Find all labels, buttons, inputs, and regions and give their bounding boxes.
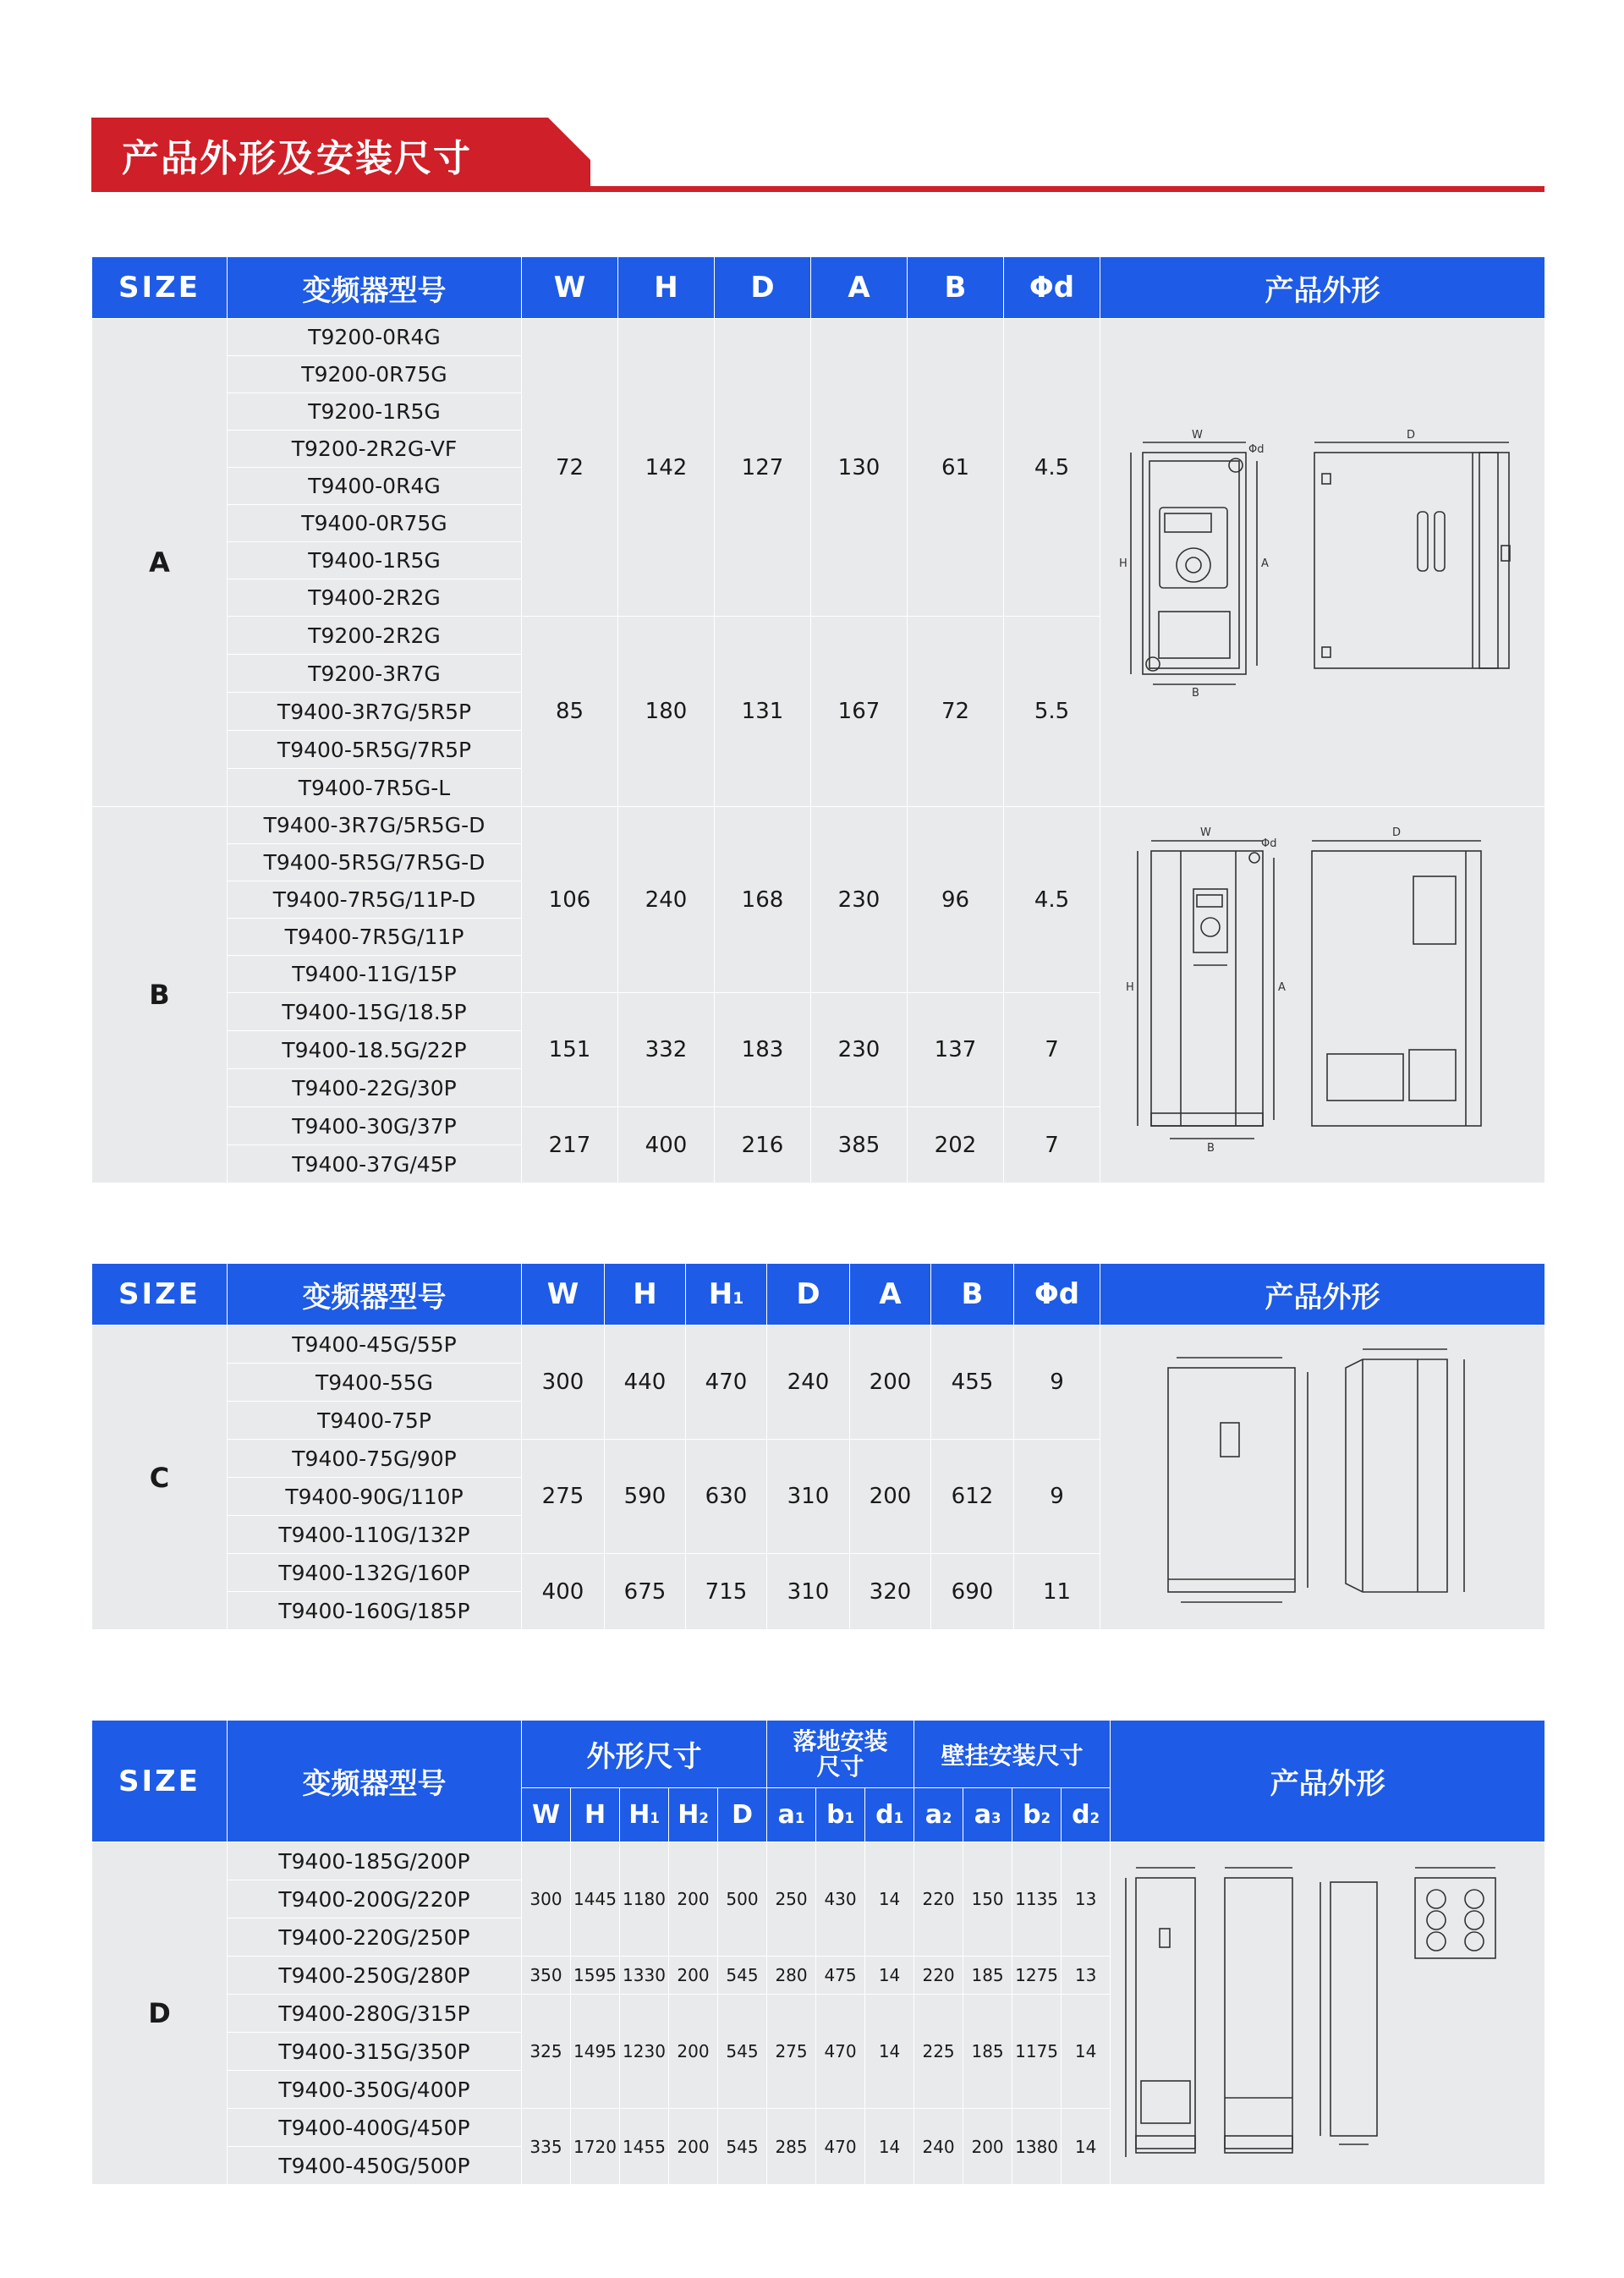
value-phid: 9: [1014, 1440, 1100, 1554]
value-h1: 470: [686, 1326, 767, 1440]
model-cell: T9400-5R5G/7R5G-D: [228, 844, 522, 881]
model-cell: T9400-2R2G: [228, 579, 522, 617]
model-cell: T9400-11G/15P: [228, 956, 522, 993]
value-w: 72: [522, 319, 618, 617]
col-h: H: [618, 257, 715, 319]
col-size: SIZE: [92, 1264, 228, 1326]
value-phid: 5.5: [1004, 617, 1100, 807]
value-phid: 11: [1014, 1554, 1100, 1630]
value-cell: 1175: [1012, 1995, 1062, 2109]
dim-label: A: [1261, 557, 1269, 570]
value-w: 275: [522, 1440, 605, 1554]
value-cell: 14: [865, 1842, 914, 1957]
drawing-size-b-svg: [1100, 809, 1540, 1181]
model-cell: T9400-15G/18.5P: [228, 993, 522, 1031]
model-cell: T9400-400G/450P: [228, 2109, 522, 2147]
value-w: 400: [522, 1554, 605, 1630]
col-model: 变频器型号: [228, 1721, 522, 1842]
dim-label: Φd: [1248, 443, 1265, 456]
value-cell: 275: [767, 1995, 816, 2109]
value-d: 310: [767, 1554, 850, 1630]
col-size: SIZE: [92, 257, 228, 319]
model-cell: T9200-0R4G: [228, 319, 522, 356]
value-a: 167: [811, 617, 908, 807]
dim-label: B: [1207, 1142, 1215, 1155]
col-model: 变频器型号: [228, 1264, 522, 1326]
size-label-a: A: [92, 319, 228, 807]
value-w: 106: [522, 807, 618, 993]
model-cell: T9400-3R7G/5R5P: [228, 693, 522, 731]
value-d: 127: [715, 319, 811, 617]
model-cell: T9200-2R2G-VF: [228, 431, 522, 468]
col-sub-d2: d2: [1062, 1788, 1111, 1842]
col-shape: 产品外形: [1100, 1264, 1545, 1326]
col-sub-b2: b2: [1012, 1788, 1062, 1842]
model-cell: T9400-315G/350P: [228, 2033, 522, 2071]
value-cell: 200: [669, 1957, 718, 1995]
value-a: 230: [811, 807, 908, 993]
value-cell: 300: [522, 1842, 571, 1957]
model-cell: T9400-110G/132P: [228, 1516, 522, 1554]
dim-label: A: [1278, 981, 1286, 994]
model-cell: T9200-2R2G: [228, 617, 522, 655]
value-cell: 280: [767, 1957, 816, 1995]
value-h: 180: [618, 617, 715, 807]
drawing-size-a: [1100, 319, 1545, 807]
col-group-outer: 外形尺寸: [522, 1721, 767, 1788]
value-d: 131: [715, 617, 811, 807]
col-h1: H1: [686, 1264, 767, 1326]
model-cell: T9400-350G/400P: [228, 2071, 522, 2109]
drawing-size-b: [1100, 807, 1545, 1183]
col-size: SIZE: [92, 1721, 228, 1842]
model-cell: T9400-185G/200P: [228, 1842, 522, 1880]
value-b: 61: [908, 319, 1004, 617]
col-sub-b1: b1: [816, 1788, 865, 1842]
value-cell: 220: [914, 1842, 963, 1957]
value-cell: 150: [963, 1842, 1012, 1957]
value-cell: 1230: [620, 1995, 669, 2109]
value-w: 151: [522, 993, 618, 1107]
value-cell: 14: [865, 2109, 914, 2185]
value-a: 320: [850, 1554, 931, 1630]
value-phid: 9: [1014, 1326, 1100, 1440]
value-cell: 200: [669, 2109, 718, 2185]
model-cell: T9200-3R7G: [228, 655, 522, 693]
col-w: W: [522, 1264, 605, 1326]
col-sub-a1: a1: [767, 1788, 816, 1842]
col-sub-a2: a2: [914, 1788, 963, 1842]
col-a: A: [850, 1264, 931, 1326]
value-phid: 7: [1004, 993, 1100, 1107]
model-cell: T9200-1R5G: [228, 393, 522, 431]
value-b: 612: [931, 1440, 1014, 1554]
col-sub-d: D: [718, 1788, 767, 1842]
value-a: 130: [811, 319, 908, 617]
model-cell: T9400-5R5G/7R5P: [228, 731, 522, 769]
model-cell: T9400-1R5G: [228, 542, 522, 579]
dim-label: W: [1192, 429, 1203, 442]
page-title: 产品外形及安装尺寸: [122, 137, 472, 180]
value-b: 72: [908, 617, 1004, 807]
value-a: 385: [811, 1107, 908, 1183]
drawing-size-c: [1100, 1326, 1545, 1630]
value-a: 230: [811, 993, 908, 1107]
model-cell: T9400-250G/280P: [228, 1957, 522, 1995]
col-h: H: [605, 1264, 686, 1326]
value-cell: 1135: [1012, 1842, 1062, 1957]
model-cell: T9400-45G/55P: [228, 1326, 522, 1364]
size-label-b: B: [92, 807, 228, 1183]
size-label-c: C: [92, 1326, 228, 1630]
value-h: 675: [605, 1554, 686, 1630]
value-h: 400: [618, 1107, 715, 1183]
value-d: 240: [767, 1326, 850, 1440]
model-cell: T9400-90G/110P: [228, 1478, 522, 1516]
value-cell: 1455: [620, 2109, 669, 2185]
model-cell: T9400-75P: [228, 1402, 522, 1440]
col-d: D: [715, 257, 811, 319]
value-cell: 545: [718, 1995, 767, 2109]
value-cell: 185: [963, 1957, 1012, 1995]
value-phid: 4.5: [1004, 807, 1100, 993]
section-header: [91, 118, 1544, 194]
value-cell: 14: [1062, 2109, 1111, 2185]
value-cell: 500: [718, 1842, 767, 1957]
model-cell: T9400-160G/185P: [228, 1592, 522, 1630]
value-cell: 350: [522, 1957, 571, 1995]
value-h: 332: [618, 993, 715, 1107]
value-b: 455: [931, 1326, 1014, 1440]
col-sub-h2: H2: [669, 1788, 718, 1842]
spec-table-size-c: [91, 1263, 1545, 1630]
col-sub-w: W: [522, 1788, 571, 1842]
dim-label: Φd: [1261, 837, 1277, 850]
value-h: 142: [618, 319, 715, 617]
dim-label: B: [1192, 687, 1199, 700]
model-cell: T9400-450G/500P: [228, 2147, 522, 2185]
value-h: 590: [605, 1440, 686, 1554]
value-phid: 7: [1004, 1107, 1100, 1183]
value-cell: 325: [522, 1995, 571, 2109]
model-cell: T9400-7R5G/11P-D: [228, 881, 522, 919]
dim-label: D: [1407, 429, 1416, 442]
col-phid: Φd: [1004, 257, 1100, 319]
value-cell: 13: [1062, 1842, 1111, 1957]
col-d: D: [767, 1264, 850, 1326]
value-h: 240: [618, 807, 715, 993]
value-cell: 545: [718, 1957, 767, 1995]
col-phid: Φd: [1014, 1264, 1100, 1326]
dim-label: H: [1119, 557, 1127, 570]
value-h1: 630: [686, 1440, 767, 1554]
model-cell: T9400-30G/37P: [228, 1107, 522, 1145]
spec-table-size-a-b: [91, 256, 1545, 1183]
value-cell: 225: [914, 1995, 963, 2109]
col-b: B: [931, 1264, 1014, 1326]
model-cell: T9400-132G/160P: [228, 1554, 522, 1592]
drawing-size-d: [1111, 1842, 1545, 2185]
model-cell: T9400-22G/30P: [228, 1069, 522, 1107]
model-cell: T9400-55G: [228, 1364, 522, 1402]
value-w: 85: [522, 617, 618, 807]
spec-table-size-d: [91, 1720, 1545, 2185]
col-w: W: [522, 257, 618, 319]
model-cell: T9400-0R4G: [228, 468, 522, 505]
value-cell: 1445: [571, 1842, 620, 1957]
size-label-d: D: [92, 1842, 228, 2185]
col-sub-d1: d1: [865, 1788, 914, 1842]
dim-label: W: [1200, 826, 1211, 839]
col-b: B: [908, 257, 1004, 319]
drawing-size-a-svg: [1100, 326, 1540, 799]
value-cell: 240: [914, 2109, 963, 2185]
model-cell: T9400-75G/90P: [228, 1440, 522, 1478]
value-cell: 475: [816, 1957, 865, 1995]
col-sub-a3: a3: [963, 1788, 1012, 1842]
value-b: 202: [908, 1107, 1004, 1183]
value-cell: 220: [914, 1957, 963, 1995]
value-cell: 1330: [620, 1957, 669, 1995]
value-d: 310: [767, 1440, 850, 1554]
drawing-size-d-svg: [1111, 1844, 1542, 2182]
value-b: 137: [908, 993, 1004, 1107]
header-rule: [91, 186, 1544, 192]
value-d: 168: [715, 807, 811, 993]
value-cell: 335: [522, 2109, 571, 2185]
model-cell: T9400-37G/45P: [228, 1145, 522, 1183]
value-cell: 14: [865, 1995, 914, 2109]
model-cell: T9400-18.5G/22P: [228, 1031, 522, 1069]
value-cell: 470: [816, 2109, 865, 2185]
value-cell: 1720: [571, 2109, 620, 2185]
dim-label: H: [1126, 981, 1134, 994]
value-b: 690: [931, 1554, 1014, 1630]
col-group-floor: 落地安装尺寸: [767, 1721, 914, 1788]
model-cell: T9400-200G/220P: [228, 1880, 522, 1918]
value-h: 440: [605, 1326, 686, 1440]
value-cell: 1275: [1012, 1957, 1062, 1995]
value-cell: 1180: [620, 1842, 669, 1957]
value-b: 96: [908, 807, 1004, 993]
value-cell: 285: [767, 2109, 816, 2185]
model-cell: T9200-0R75G: [228, 356, 522, 393]
value-cell: 250: [767, 1842, 816, 1957]
dim-label: D: [1392, 826, 1402, 839]
value-cell: 185: [963, 1995, 1012, 2109]
col-a: A: [811, 257, 908, 319]
value-d: 183: [715, 993, 811, 1107]
drawing-size-c-svg: [1100, 1330, 1540, 1626]
value-cell: 1380: [1012, 2109, 1062, 2185]
value-cell: 1495: [571, 1995, 620, 2109]
col-sub-h: H: [571, 1788, 620, 1842]
model-cell: T9400-7R5G/11P: [228, 919, 522, 956]
value-cell: 200: [669, 1995, 718, 2109]
value-h1: 715: [686, 1554, 767, 1630]
value-d: 216: [715, 1107, 811, 1183]
value-cell: 470: [816, 1995, 865, 2109]
value-cell: 14: [1062, 1995, 1111, 2109]
col-model: 变频器型号: [228, 257, 522, 319]
value-cell: 1595: [571, 1957, 620, 1995]
col-shape: 产品外形: [1100, 257, 1545, 319]
value-cell: 13: [1062, 1957, 1111, 1995]
value-a: 200: [850, 1440, 931, 1554]
value-cell: 545: [718, 2109, 767, 2185]
value-cell: 430: [816, 1842, 865, 1957]
col-sub-h1: H1: [620, 1788, 669, 1842]
value-a: 200: [850, 1326, 931, 1440]
value-cell: 200: [669, 1842, 718, 1957]
value-phid: 4.5: [1004, 319, 1100, 617]
model-cell: T9400-0R75G: [228, 505, 522, 542]
value-w: 217: [522, 1107, 618, 1183]
col-group-wall: 壁挂安装尺寸: [914, 1721, 1111, 1788]
model-cell: T9400-220G/250P: [228, 1918, 522, 1957]
col-shape: 产品外形: [1111, 1721, 1545, 1842]
model-cell: T9400-280G/315P: [228, 1995, 522, 2033]
model-cell: T9400-7R5G-L: [228, 769, 522, 807]
value-cell: 14: [865, 1957, 914, 1995]
model-cell: T9400-3R7G/5R5G-D: [228, 807, 522, 844]
value-w: 300: [522, 1326, 605, 1440]
value-cell: 200: [963, 2109, 1012, 2185]
